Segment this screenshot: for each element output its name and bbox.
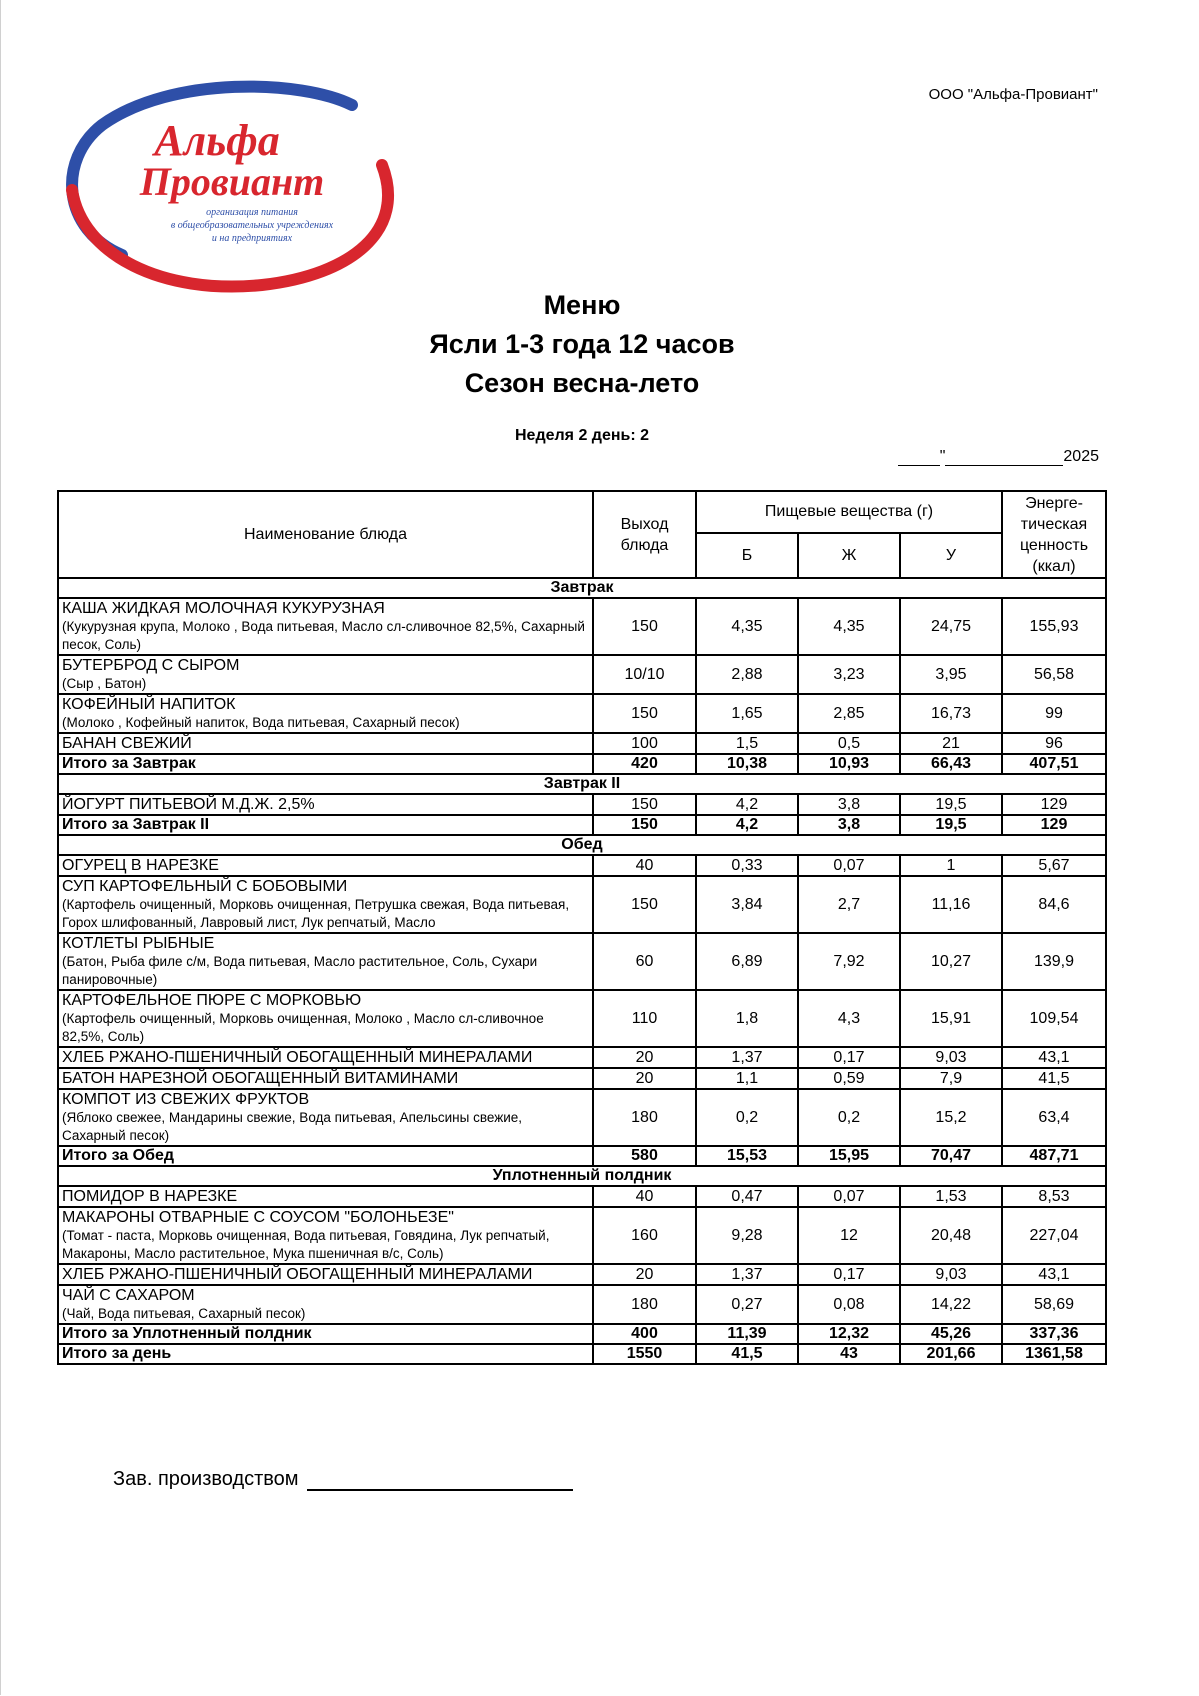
dish-ingredients: (Молоко , Кофейный напиток, Вода питьевая, Сахарный песок) bbox=[62, 715, 460, 730]
carb-cell: 45,26 bbox=[900, 1324, 1002, 1344]
dish-cell bbox=[58, 990, 593, 1047]
fat-cell: 15,95 bbox=[798, 1146, 900, 1166]
fat-cell: 0,07 bbox=[798, 1186, 900, 1207]
menu-table bbox=[57, 490, 1107, 1365]
dish-cell bbox=[58, 694, 593, 733]
header-b: Б bbox=[696, 533, 798, 578]
protein-cell: 0,47 bbox=[696, 1186, 798, 1207]
carb-cell: 1 bbox=[900, 855, 1002, 876]
dish-ingredients: (Картофель очищенный, Морковь очищенная, Молоко , Масло сл-сливочное 82,5%, Соль) bbox=[62, 1011, 544, 1044]
protein-cell: 41,5 bbox=[696, 1344, 798, 1364]
energy-cell: 129 bbox=[1002, 794, 1106, 815]
signature-label: Зав. производством bbox=[113, 1468, 299, 1490]
dish-cell bbox=[58, 1264, 593, 1285]
carb-cell: 1,53 bbox=[900, 1186, 1002, 1207]
energy-cell: 56,58 bbox=[1002, 655, 1106, 694]
date-year: 2025 bbox=[1063, 448, 1099, 465]
dish-row bbox=[58, 1047, 1106, 1068]
dish-row bbox=[58, 655, 1106, 694]
output-cell: 20 bbox=[593, 1264, 696, 1285]
protein-cell: 4,35 bbox=[696, 598, 798, 655]
carb-cell: 9,03 bbox=[900, 1047, 1002, 1068]
protein-cell: 1,8 bbox=[696, 990, 798, 1047]
output-cell: 60 bbox=[593, 933, 696, 990]
dish-cell bbox=[58, 1047, 593, 1068]
fat-cell: 12,32 bbox=[798, 1324, 900, 1344]
total-label: Итого за Уплотненный полдник bbox=[58, 1324, 593, 1344]
protein-cell: 1,5 bbox=[696, 733, 798, 754]
dish-ingredients: (Кукурузная крупа, Молоко , Вода питьевая, Масло сл-сливочное 82,5%, Сахарный песок, Соль) bbox=[62, 619, 585, 652]
dish-name: ЧАЙ С САХАРОМ bbox=[62, 1287, 195, 1304]
dish-row bbox=[58, 694, 1106, 733]
energy-cell: 63,4 bbox=[1002, 1089, 1106, 1146]
section-header-row bbox=[58, 774, 1106, 794]
carb-cell: 201,66 bbox=[900, 1344, 1002, 1364]
fat-cell: 0,59 bbox=[798, 1068, 900, 1089]
dish-name: ХЛЕБ РЖАНО-ПШЕНИЧНЫЙ ОБОГАЩЕННЫЙ МИНЕРАЛАМИ bbox=[62, 1049, 533, 1066]
header-energy: Энерге-тическая ценность (ккал) bbox=[1002, 491, 1106, 578]
fat-cell: 0,08 bbox=[798, 1285, 900, 1324]
fat-cell: 12 bbox=[798, 1207, 900, 1264]
protein-cell: 6,89 bbox=[696, 933, 798, 990]
fat-cell: 2,85 bbox=[798, 694, 900, 733]
dish-name: КАРТОФЕЛЬНОЕ ПЮРЕ С МОРКОВЬЮ bbox=[62, 992, 362, 1009]
energy-cell: 58,69 bbox=[1002, 1285, 1106, 1324]
dish-row bbox=[58, 794, 1106, 815]
output-cell: 150 bbox=[593, 794, 696, 815]
fat-cell: 0,5 bbox=[798, 733, 900, 754]
dish-ingredients: (Чай, Вода питьевая, Сахарный песок) bbox=[62, 1306, 306, 1321]
dish-name: БАНАН СВЕЖИЙ bbox=[62, 735, 192, 752]
fat-cell: 4,35 bbox=[798, 598, 900, 655]
logo-line1: Альфа bbox=[154, 116, 280, 165]
total-label: Итого за Обед bbox=[58, 1146, 593, 1166]
dish-cell bbox=[58, 733, 593, 754]
logo-tagline1: организация питания bbox=[206, 207, 298, 218]
output-cell: 180 bbox=[593, 1089, 696, 1146]
energy-cell: 109,54 bbox=[1002, 990, 1106, 1047]
total-label: Итого за Завтрак II bbox=[58, 815, 593, 835]
menu-title bbox=[0, 286, 1164, 403]
output-cell: 20 bbox=[593, 1047, 696, 1068]
protein-cell: 0,27 bbox=[696, 1285, 798, 1324]
dish-cell bbox=[58, 598, 593, 655]
dish-row bbox=[58, 733, 1106, 754]
dish-cell bbox=[58, 1207, 593, 1264]
dish-name: БАТОН НАРЕЗНОЙ ОБОГАЩЕННЫЙ ВИТАМИНАМИ bbox=[62, 1070, 459, 1087]
company-logo bbox=[52, 80, 412, 295]
output-cell: 1550 bbox=[593, 1344, 696, 1364]
protein-cell: 3,84 bbox=[696, 876, 798, 933]
energy-cell: 155,93 bbox=[1002, 598, 1106, 655]
output-cell: 110 bbox=[593, 990, 696, 1047]
dish-ingredients: (Яблоко свежее, Мандарины свежие, Вода питьевая, Апельсины свежие, Сахарный песок) bbox=[62, 1110, 523, 1143]
dish-cell bbox=[58, 1186, 593, 1207]
dish-name: КАША ЖИДКАЯ МОЛОЧНАЯ КУКУРУЗНАЯ bbox=[62, 600, 385, 617]
dish-cell bbox=[58, 1089, 593, 1146]
dish-name: КОМПОТ ИЗ СВЕЖИХ ФРУКТОВ bbox=[62, 1091, 310, 1108]
energy-cell: 5,67 bbox=[1002, 855, 1106, 876]
carb-cell: 11,16 bbox=[900, 876, 1002, 933]
fat-cell: 0,07 bbox=[798, 855, 900, 876]
fat-cell: 4,3 bbox=[798, 990, 900, 1047]
week-day: Неделя 2 день: 2 bbox=[514, 427, 650, 444]
carb-cell: 15,2 bbox=[900, 1089, 1002, 1146]
company-name: ООО "Альфа-Провиант" bbox=[928, 86, 1098, 103]
energy-cell: 1361,58 bbox=[1002, 1344, 1106, 1364]
dish-cell bbox=[58, 855, 593, 876]
day-total-label: Итого за день bbox=[58, 1344, 593, 1364]
dish-name: КОТЛЕТЫ РЫБНЫЕ bbox=[62, 935, 215, 952]
dish-cell bbox=[58, 876, 593, 933]
output-cell: 40 bbox=[593, 1186, 696, 1207]
section-title: Завтрак bbox=[58, 578, 1106, 598]
protein-cell: 1,65 bbox=[696, 694, 798, 733]
section-total-row bbox=[58, 815, 1106, 835]
carb-cell: 7,9 bbox=[900, 1068, 1002, 1089]
dish-ingredients: (Картофель очищенный, Морковь очищенная, Петрушка свежая, Вода питьевая, Горох шлифованный, Лавровый лист, Лук репчатый, Масло bbox=[62, 897, 570, 930]
dish-row bbox=[58, 1186, 1106, 1207]
dish-name: ХЛЕБ РЖАНО-ПШЕНИЧНЫЙ ОБОГАЩЕННЫЙ МИНЕРАЛАМИ bbox=[62, 1266, 533, 1283]
protein-cell: 0,2 bbox=[696, 1089, 798, 1146]
carb-cell: 19,5 bbox=[900, 794, 1002, 815]
carb-cell: 21 bbox=[900, 733, 1002, 754]
energy-cell: 487,71 bbox=[1002, 1146, 1106, 1166]
dish-name: ЙОГУРТ ПИТЬЕВОЙ М.Д.Ж. 2,5% bbox=[62, 796, 315, 813]
dish-name: БУТЕРБРОД С СЫРОМ bbox=[62, 657, 240, 674]
dish-row bbox=[58, 1068, 1106, 1089]
energy-cell: 41,5 bbox=[1002, 1068, 1106, 1089]
output-cell: 20 bbox=[593, 1068, 696, 1089]
dish-cell bbox=[58, 1068, 593, 1089]
dish-ingredients: (Томат - паста, Морковь очищенная, Вода питьевая, Говядина, Лук репчатый, Макароны, Масло растительное, Мука пшеничная в/с, Соль) bbox=[62, 1228, 550, 1261]
section-header-row bbox=[58, 1166, 1106, 1186]
fat-cell: 10,93 bbox=[798, 754, 900, 774]
header-zh: Ж bbox=[798, 533, 900, 578]
carb-cell: 16,73 bbox=[900, 694, 1002, 733]
protein-cell: 0,33 bbox=[696, 855, 798, 876]
section-total-row bbox=[58, 1324, 1106, 1344]
dish-name: МАКАРОНЫ ОТВАРНЫЕ С СОУСОМ "БОЛОНЬЕЗЕ" bbox=[62, 1209, 454, 1226]
energy-cell: 96 bbox=[1002, 733, 1106, 754]
title-line-3: Сезон весна-лето bbox=[464, 368, 700, 398]
carb-cell: 66,43 bbox=[900, 754, 1002, 774]
logo-tagline2: в общеобразовательных учреждениях bbox=[170, 220, 334, 231]
dish-row bbox=[58, 1207, 1106, 1264]
dish-ingredients: (Батон, Рыба филе с/м, Вода питьевая, Масло растительное, Соль, Сухари панировочные) bbox=[62, 954, 538, 987]
energy-cell: 43,1 bbox=[1002, 1047, 1106, 1068]
protein-cell: 1,1 bbox=[696, 1068, 798, 1089]
output-cell: 160 bbox=[593, 1207, 696, 1264]
energy-cell: 227,04 bbox=[1002, 1207, 1106, 1264]
dish-row bbox=[58, 1285, 1106, 1324]
header-u: У bbox=[900, 533, 1002, 578]
dish-name: ПОМИДОР В НАРЕЗКЕ bbox=[62, 1188, 238, 1205]
dish-row bbox=[58, 1264, 1106, 1285]
header-output: Выход блюда bbox=[593, 491, 696, 578]
header-dish-name: Наименование блюда bbox=[58, 491, 593, 578]
date-month-blank bbox=[945, 450, 1063, 466]
dish-name: ОГУРЕЦ В НАРЕЗКЕ bbox=[62, 857, 219, 874]
energy-cell: 407,51 bbox=[1002, 754, 1106, 774]
output-cell: 400 bbox=[593, 1324, 696, 1344]
total-label: Итого за Завтрак bbox=[58, 754, 593, 774]
energy-cell: 99 bbox=[1002, 694, 1106, 733]
dish-row bbox=[58, 855, 1106, 876]
carb-cell: 20,48 bbox=[900, 1207, 1002, 1264]
date-quote: " bbox=[939, 448, 946, 465]
protein-cell: 4,2 bbox=[696, 815, 798, 835]
section-header-row bbox=[58, 835, 1106, 855]
protein-cell: 10,38 bbox=[696, 754, 798, 774]
section-header-row bbox=[58, 578, 1106, 598]
title-line-2: Ясли 1-3 года 12 часов bbox=[429, 329, 735, 359]
energy-cell: 337,36 bbox=[1002, 1324, 1106, 1344]
output-cell: 150 bbox=[593, 815, 696, 835]
protein-cell: 4,2 bbox=[696, 794, 798, 815]
protein-cell: 1,37 bbox=[696, 1047, 798, 1068]
section-title: Обед bbox=[58, 835, 1106, 855]
signature-blank bbox=[307, 1469, 573, 1491]
protein-cell: 15,53 bbox=[696, 1146, 798, 1166]
signature-line bbox=[113, 1468, 573, 1491]
carb-cell: 19,5 bbox=[900, 815, 1002, 835]
fat-cell: 43 bbox=[798, 1344, 900, 1364]
dish-row bbox=[58, 990, 1106, 1047]
dish-cell bbox=[58, 1285, 593, 1324]
dish-cell bbox=[58, 794, 593, 815]
carb-cell: 70,47 bbox=[900, 1146, 1002, 1166]
logo-tagline3: и на предприятиях bbox=[211, 233, 293, 244]
dish-name: КОФЕЙНЫЙ НАПИТОК bbox=[62, 696, 236, 713]
fat-cell: 0,17 bbox=[798, 1264, 900, 1285]
fat-cell: 2,7 bbox=[798, 876, 900, 933]
protein-cell: 1,37 bbox=[696, 1264, 798, 1285]
dish-row bbox=[58, 933, 1106, 990]
section-title: Уплотненный полдник bbox=[58, 1166, 1106, 1186]
energy-cell: 84,6 bbox=[1002, 876, 1106, 933]
output-cell: 10/10 bbox=[593, 655, 696, 694]
dish-name: СУП КАРТОФЕЛЬНЫЙ С БОБОВЫМИ bbox=[62, 878, 348, 895]
dish-ingredients: (Сыр , Батон) bbox=[62, 676, 147, 691]
section-title: Завтрак II bbox=[58, 774, 1106, 794]
carb-cell: 14,22 bbox=[900, 1285, 1002, 1324]
protein-cell: 9,28 bbox=[696, 1207, 798, 1264]
dish-cell bbox=[58, 655, 593, 694]
protein-cell: 2,88 bbox=[696, 655, 798, 694]
energy-cell: 139,9 bbox=[1002, 933, 1106, 990]
date-day-blank bbox=[898, 450, 940, 466]
dish-row bbox=[58, 1089, 1106, 1146]
carb-cell: 3,95 bbox=[900, 655, 1002, 694]
energy-cell: 43,1 bbox=[1002, 1264, 1106, 1285]
fat-cell: 0,2 bbox=[798, 1089, 900, 1146]
fat-cell: 0,17 bbox=[798, 1047, 900, 1068]
logo-line2: Провиант bbox=[139, 159, 325, 204]
menu-body bbox=[58, 578, 1106, 1364]
fat-cell: 3,8 bbox=[798, 794, 900, 815]
output-cell: 100 bbox=[593, 733, 696, 754]
output-cell: 150 bbox=[593, 876, 696, 933]
fat-cell: 3,8 bbox=[798, 815, 900, 835]
fat-cell: 7,92 bbox=[798, 933, 900, 990]
carb-cell: 9,03 bbox=[900, 1264, 1002, 1285]
fat-cell: 3,23 bbox=[798, 655, 900, 694]
section-total-row bbox=[58, 1146, 1106, 1166]
dish-row bbox=[58, 876, 1106, 933]
section-total-row bbox=[58, 754, 1106, 774]
title-line-1: Меню bbox=[543, 290, 621, 320]
carb-cell: 24,75 bbox=[900, 598, 1002, 655]
output-cell: 580 bbox=[593, 1146, 696, 1166]
carb-cell: 15,91 bbox=[900, 990, 1002, 1047]
energy-cell: 8,53 bbox=[1002, 1186, 1106, 1207]
energy-cell: 129 bbox=[1002, 815, 1106, 835]
protein-cell: 11,39 bbox=[696, 1324, 798, 1344]
dish-row bbox=[58, 598, 1106, 655]
output-cell: 40 bbox=[593, 855, 696, 876]
output-cell: 150 bbox=[593, 694, 696, 733]
dish-cell bbox=[58, 933, 593, 990]
day-total-row bbox=[58, 1344, 1106, 1364]
date-line bbox=[898, 448, 1099, 466]
output-cell: 420 bbox=[593, 754, 696, 774]
output-cell: 150 bbox=[593, 598, 696, 655]
carb-cell: 10,27 bbox=[900, 933, 1002, 990]
output-cell: 180 bbox=[593, 1285, 696, 1324]
header-nutrients: Пищевые вещества (г) bbox=[696, 491, 1002, 533]
